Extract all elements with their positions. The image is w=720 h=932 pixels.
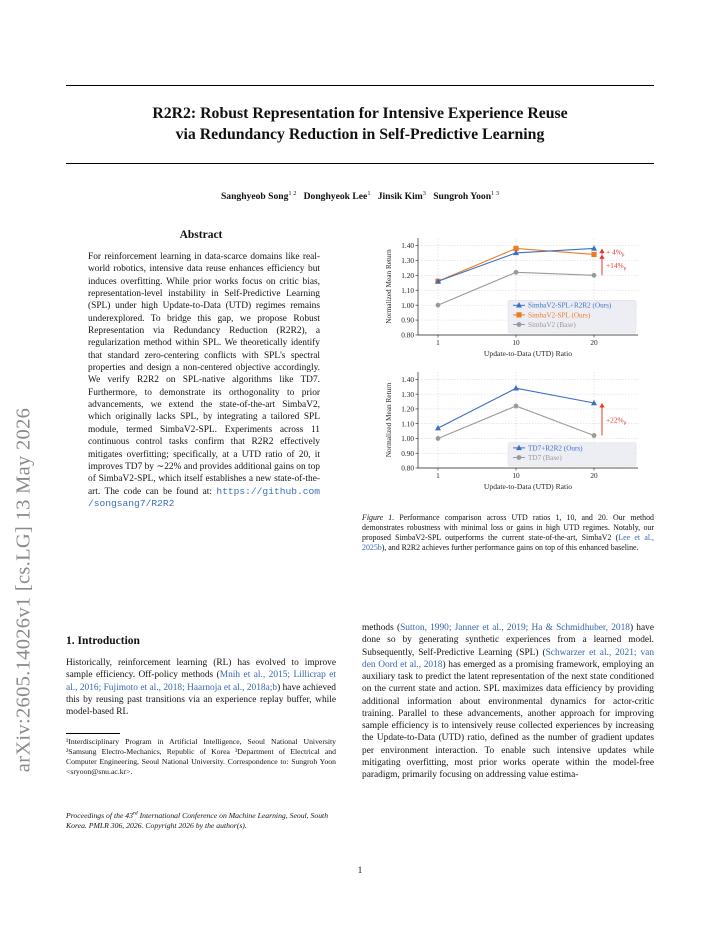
proceedings-note <box>66 808 336 831</box>
code-link-path[interactable]: /songsang7/R2R2 <box>88 497 175 509</box>
x-tick-label: 20 <box>590 471 598 480</box>
citation-link[interactable]: Sutton, 1990; Janner et al., 2019; Ha & Schmidhuber, 2018 <box>400 623 630 633</box>
author: Sungroh Yoon$^{1 3}$ <box>433 190 500 203</box>
code-link[interactable]: https://github.com <box>216 485 321 497</box>
arxiv-side-label <box>12 407 35 773</box>
y-tick-label: 1.30 <box>401 255 414 265</box>
abstract-text: For reinforcement learning in data-scarce domains like real-world robotics, intensive data reuse enhances efficiency but induces overfitting. While prior works focus on critic bias, representation-level instability in Self-Predictive Learning (SPL) under high Update-to-Data (UTD) regimes remains underexplored. To bridge this gap, we propose Robust Representation via Redundancy Reduction (R2R2), a regularization method within SPL. We theoretically identify that standard zero-centering conflicts with SPL's spectral properties and design a non-centered objective accordingly. We verify R2R2 on SPL-native algorithms like TD7. Furthermore, to demonstrate its orthogonality to prior advancements, we extend the state-of-the-art SimbaV2, which originally lacks SPL, by integrating a tailored SPL module, termed SimbaV2-SPL. Experiments across 11 continuous control tasks confirm that R2R2 effectively mitigates overfitting; specifically, at a UTD ratio of 20, it improves TD7 by ∼22% and provides additional gains on top of SimbaV2-SPL, which itself establishes a new state-of-the-art. The code can be found at: <box>88 252 320 497</box>
legend-entry: SimbaV2 (Base) <box>528 320 576 329</box>
improvement-label: $+22\%_p$ <box>606 415 627 427</box>
legend-entry: SimbaV2-SPL (Ours) <box>528 311 591 320</box>
title-rule-top <box>66 85 654 86</box>
citation-link[interactable]: Lee et al., 2025b <box>362 533 654 552</box>
x-tick-label: 1 <box>436 338 440 347</box>
chart-panel-1 <box>384 238 638 358</box>
legend-entry: TD7 (Base) <box>528 453 562 462</box>
y-tick-label: 1.10 <box>401 285 414 295</box>
y-tick-label: 1.20 <box>401 270 414 280</box>
circle-marker <box>592 433 597 438</box>
author: Sanghyeob Song$^{1 2}$ <box>220 190 297 203</box>
improvement-label: $+14\%_p$ <box>606 260 627 272</box>
square-marker <box>591 252 596 257</box>
x-tick-label: 10 <box>512 471 520 480</box>
y-tick-label: 0.90 <box>401 315 414 325</box>
y-tick-label: 1.00 <box>401 300 414 310</box>
y-tick-label: 1.30 <box>401 389 414 399</box>
citation-link[interactable]: Schwarzer et al., 2021; van den Oord et al., 2018 <box>362 647 655 670</box>
legend <box>508 443 636 466</box>
square-marker <box>516 312 521 317</box>
abstract-body <box>88 251 320 510</box>
caption-label: Figure 1. <box>362 513 395 522</box>
y-tick-label: 1.10 <box>401 419 414 429</box>
title-line-2: via Redundancy Reduction in Self-Predictive Learning <box>175 126 545 143</box>
arxiv-identifier: arXiv:2605.14026v1 [cs.LG] 13 May 2026 <box>12 407 35 773</box>
author: Donghyeok Lee$^1$ <box>303 190 371 203</box>
circle-marker <box>436 303 441 308</box>
chart-panel-2 <box>384 372 638 491</box>
triangle-marker <box>513 385 519 390</box>
circle-marker <box>517 322 522 327</box>
x-axis-label: Update-to-Data (UTD) Ratio <box>483 482 573 491</box>
caption-text: ), and R2R2 achieves further performance gains on top of this enhanced baseline. <box>381 543 639 552</box>
affiliation-footnote: ¹Interdisciplinary Program in Artificial Intelligence, Seoul National University ²Samsung Electro-Mechanics, Republic of Korea ³Department of Electrical and Computer Engineering, Seoul National University. Correspondence to: Sungroh Yoon <sryoon@snu.ac.kr>. <box>66 737 336 776</box>
footnote-rule <box>66 733 120 734</box>
series-line <box>438 406 594 438</box>
body-text: Historically, reinforcement learning (RL) has evolved to improve sample efficiency. Off-policy methods ( <box>66 658 336 681</box>
caption-text: Performance comparison across UTD ratios 1, 10, and 20. Our method demonstrates robustness with minimal loss or gains in high UTD regimes. Notably, our proposed SimbaV2-SPL outperforms the current state-of-the-art, SimbaV2 ( <box>362 513 655 542</box>
circle-marker <box>436 436 441 441</box>
circle-marker <box>517 455 522 460</box>
figure-caption <box>362 513 654 553</box>
body-text: ) have achieved this by reusing past transitions via an experience replay buffer, while model-based RL <box>66 682 336 717</box>
y-axis-label: Normalized Mean Return <box>384 249 393 324</box>
proceedings-text: Proceedings of the 43rd International Conference on Machine Learning, Seoul, South Korea. PMLR 306, 2026. Copyright 2026 by the author(s). <box>66 810 329 830</box>
title-rule-bottom <box>66 163 654 164</box>
page-number: 1 <box>357 866 363 876</box>
y-tick-label: 1.40 <box>401 374 414 384</box>
arrow-head <box>599 403 604 408</box>
y-tick-label: 1.00 <box>401 434 414 444</box>
paper-title <box>66 103 654 145</box>
circle-marker <box>514 404 519 409</box>
author: Jinsik Kim$^3$ <box>377 190 426 203</box>
body-text: ) has emerged as a promising framework, employing an auxiliary task to predict the latent representation of the next state conditioned on the current state and action. SPL maximizes data efficiency by providing additional information about environmental dynamics for actor-critic training. Parallel to these advancements, another approach for improving sample efficiency is to intensively reuse collected experiences by increasing the Update-to-Data (UTD) ratio, defined as the number of gradient updates per environment interaction. To enable such intensive updates while mitigating overfitting, most prior works operate within the model-free paradigm, primarily focusing on addressing value estima- <box>362 659 654 780</box>
y-tick-label: 1.20 <box>401 404 414 414</box>
title-line-1: R2R2: Robust Representation for Intensive Experience Reuse <box>152 105 568 122</box>
improvement-arrow <box>599 403 626 435</box>
y-axis-label: Normalized Mean Return <box>384 382 393 458</box>
legend-entry: SimbaV2-SPL+R2R2 (Ours) <box>528 301 612 310</box>
improvement-label: + $4\%_p$ <box>606 247 625 259</box>
circle-marker <box>514 270 519 275</box>
x-tick-label: 20 <box>590 338 598 347</box>
body-text: methods ( <box>362 623 401 633</box>
legend-entry: TD7+R2R2 (Ours) <box>528 444 583 453</box>
citation-link[interactable]: Mnih et al., 2015; Lillicrap et al., 2016; Fujimoto et al., 2018; Haarnoja et al., 2018a;b <box>66 670 336 693</box>
y-tick-label: 0.80 <box>401 330 414 340</box>
intro-left-column <box>66 657 336 718</box>
x-tick-label: 1 <box>436 471 440 480</box>
arrow-head <box>599 248 604 253</box>
x-axis-label: Update-to-Data (UTD) Ratio <box>483 349 573 358</box>
x-tick-label: 10 <box>512 338 520 347</box>
legend <box>508 300 636 333</box>
y-tick-label: 1.40 <box>401 241 414 251</box>
circle-marker <box>592 273 597 278</box>
intro-right-column <box>362 622 654 781</box>
author-list <box>66 190 654 202</box>
body-text: ) have done so by generating synthetic experiences from a learned model. Subsequently, Self-Predictive Learning (SPL) ( <box>362 623 654 658</box>
triangle-marker <box>591 245 597 250</box>
y-tick-label: 0.80 <box>401 463 414 473</box>
section-heading-introduction: 1. Introduction <box>66 635 140 647</box>
abstract-heading: Abstract <box>179 229 223 241</box>
y-tick-label: 0.90 <box>401 448 414 458</box>
arrow-head <box>599 254 604 258</box>
figure-1-charts <box>356 232 656 504</box>
